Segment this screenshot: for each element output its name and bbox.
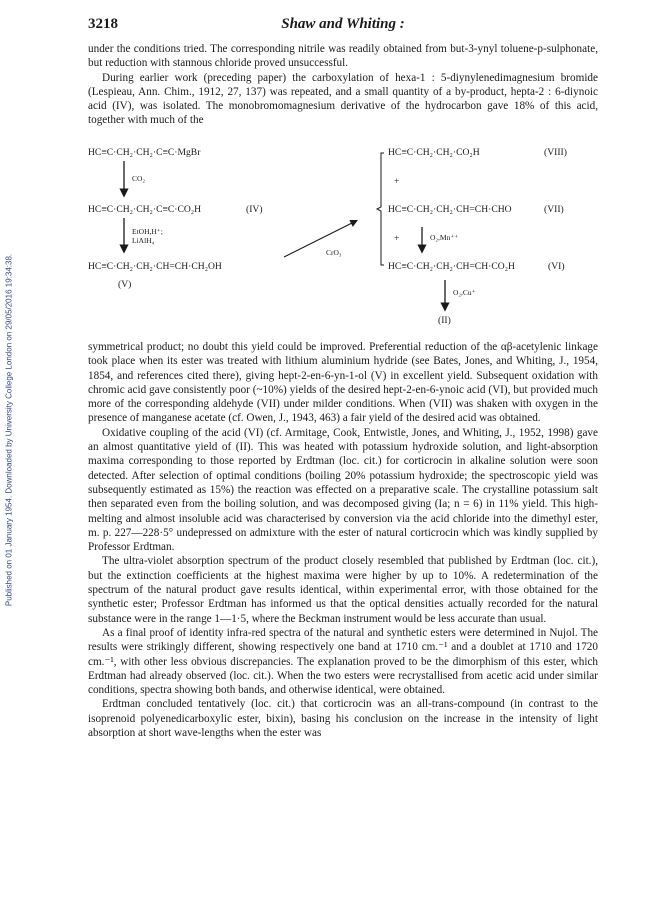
body-text bbox=[88, 340, 598, 740]
reagent-o2-mn: O₂,Mn⁺⁺ bbox=[430, 233, 459, 242]
running-title: Shaw and Whiting : bbox=[281, 16, 405, 32]
formula-vii: HC≡C·CH₂·CH₂·CH=CH·CHO bbox=[388, 204, 512, 215]
label-vii: (VII) bbox=[544, 204, 564, 215]
label-viii: (VIII) bbox=[544, 147, 567, 158]
formula-v: HC≡C·CH₂·CH₂·CH=CH·CH₂OH bbox=[88, 261, 222, 272]
page-header bbox=[88, 16, 598, 36]
paragraph: The ultra-violet absorption spectrum of the product closely resembled that published by Erdtman (loc. cit.), but the extinction coefficients at the highest maxima were higher by up to 10%. A redetermination of the spectrum of the natural product gave results identical, within experimental error, with those obtained for the synthetic ester; Professor Erdtman has informed us that the optical densities actually recorded for the natural substance were in the range 1—1·5, where the Beckman instrument would be less accurate than usual. bbox=[88, 555, 598, 625]
paragraph: symmetrical product; no doubt this yield could be improved. Preferential reduction of the αβ-acetylenic linkage took place when its ester was treated with lithium aluminium hydride (see Bates, Jones, and Whiting, J., 1954, 1854, and references cited there), giving hept-2-en-6-yn-1-ol (V) in excellent yield. Subsequent oxidation with chromic acid gave consistently poor (~10%) yields of the desired hept-2-en-6-ynoic acid (VI), but provided much more of the corresponding aldehyde (VII) under milder conditions. When (VII) was shaken with oxygen in the presence of manganese acetate (cf. Owen, J., 1943, 463) a fair yield of the desired acid was obtained. bbox=[88, 341, 598, 425]
label-ii: (II) bbox=[438, 315, 451, 326]
label-v: (V) bbox=[118, 279, 132, 290]
paragraph: Oxidative coupling of the acid (VI) (cf. Armitage, Cook, Entwistle, Jones, and Whiting, J., 1952, 1998) gave an almost quantitative yield of (II). This was heated with potassium hydroxide solution, and light-absorption maxima corresponding to those reported by Erdtman (loc. cit.) for corticrocin in alkaline solution were soon detected. After selection of optimal conditions (boiling 20% potassium hydroxide; the spectroscopic yield was subsequently estimated as 15%) the reaction was effected on a preparative scale. The crystalline potassium salt then separated even from the boiling solution, and was decomposed giving (Ia; n = 6) in 11% yield. This high-melting and almost insoluble acid was characterised by conversion via the acid chloride into the dimethyl ester, m. p. 227—228·5° undepressed on admixture with the ester of natural corticrocin which was kindly supplied by Professor Erdtman. bbox=[88, 426, 598, 554]
label-iv: (IV) bbox=[246, 204, 263, 215]
formula-iv: HC≡C·CH₂·CH₂·C≡C·CO₂H bbox=[88, 204, 202, 215]
page-number: 3218 bbox=[88, 16, 118, 32]
paragraph: As a final proof of identity infra-red spectra of the natural and synthetic esters were determined in Nujol. The results were strikingly different, showing respectively one band at 1710 cm.⁻¹ and a doublet at 1710 and 1720 cm.⁻¹, with other less obvious discrepancies. The explanation proved to be the dimorphism of this ester, which Erdtman had already observed (loc. cit.). When the two esters were recrystallised from acetic acid under similar conditions, spectra showing both bands, and otherwise identical, were obtained. bbox=[88, 626, 598, 697]
product-bracket bbox=[377, 153, 384, 265]
download-notice-text: Published on 01 January 1954. Downloaded by University College London on 29/05/2016 19:34:38. bbox=[4, 253, 14, 607]
reagent-cro3: CrO₃ bbox=[326, 248, 342, 257]
scheme-arrows bbox=[88, 147, 598, 332]
plus-sign: + bbox=[394, 233, 400, 244]
paragraph: Erdtman concluded tentatively (loc. cit.) that corticrocin was an all-trans-compound (in contrast to the isoprenoid polyenedicarboxylic ester, bixin), basing his conclusion on the increase in the intensity of light absorption at short wave-lengths when the ester was bbox=[88, 698, 598, 740]
formula-viii: HC≡C·CH₂·CH₂·CO₂H bbox=[388, 147, 480, 158]
label-vi: (VI) bbox=[548, 261, 565, 272]
download-notice bbox=[2, 130, 16, 730]
reagent-lialh4: LiAlH₄ bbox=[132, 236, 155, 245]
reagent-co2: CO₂ bbox=[132, 174, 146, 183]
reagent-o2-cu: O₂,Cu⁺ bbox=[453, 288, 476, 297]
plus-sign: + bbox=[394, 176, 400, 187]
paragraph: under the conditions tried. The corresponding nitrile was readily obtained from but-3-ynyl toluene-p-sulphonate, but reduction with stannous chloride proved unsuccessful. bbox=[88, 43, 598, 70]
arrow-cro3 bbox=[284, 221, 356, 257]
reaction-scheme bbox=[88, 147, 598, 332]
formula-grignard: HC≡C·CH₂·CH₂·C≡C·MgBr bbox=[88, 147, 201, 158]
formula-vi: HC≡C·CH₂·CH₂·CH=CH·CO₂H bbox=[388, 261, 515, 272]
intro-text bbox=[88, 42, 598, 128]
paragraph: During earlier work (preceding paper) the carboxylation of hexa-1 : 5-diynylenedimagnesium bromide (Lespieau, Ann. Chim., 1912, 27, 137) was repeated, and a small quantity of a by-product, hepta-2 : 6-diynoic acid (IV), was isolated. The monobromomagnesium derivative of the hydrocarbon gave 18% of this acid, together with much of the bbox=[88, 71, 598, 127]
reagent-etoh: EtOH,H⁺; bbox=[132, 227, 163, 236]
